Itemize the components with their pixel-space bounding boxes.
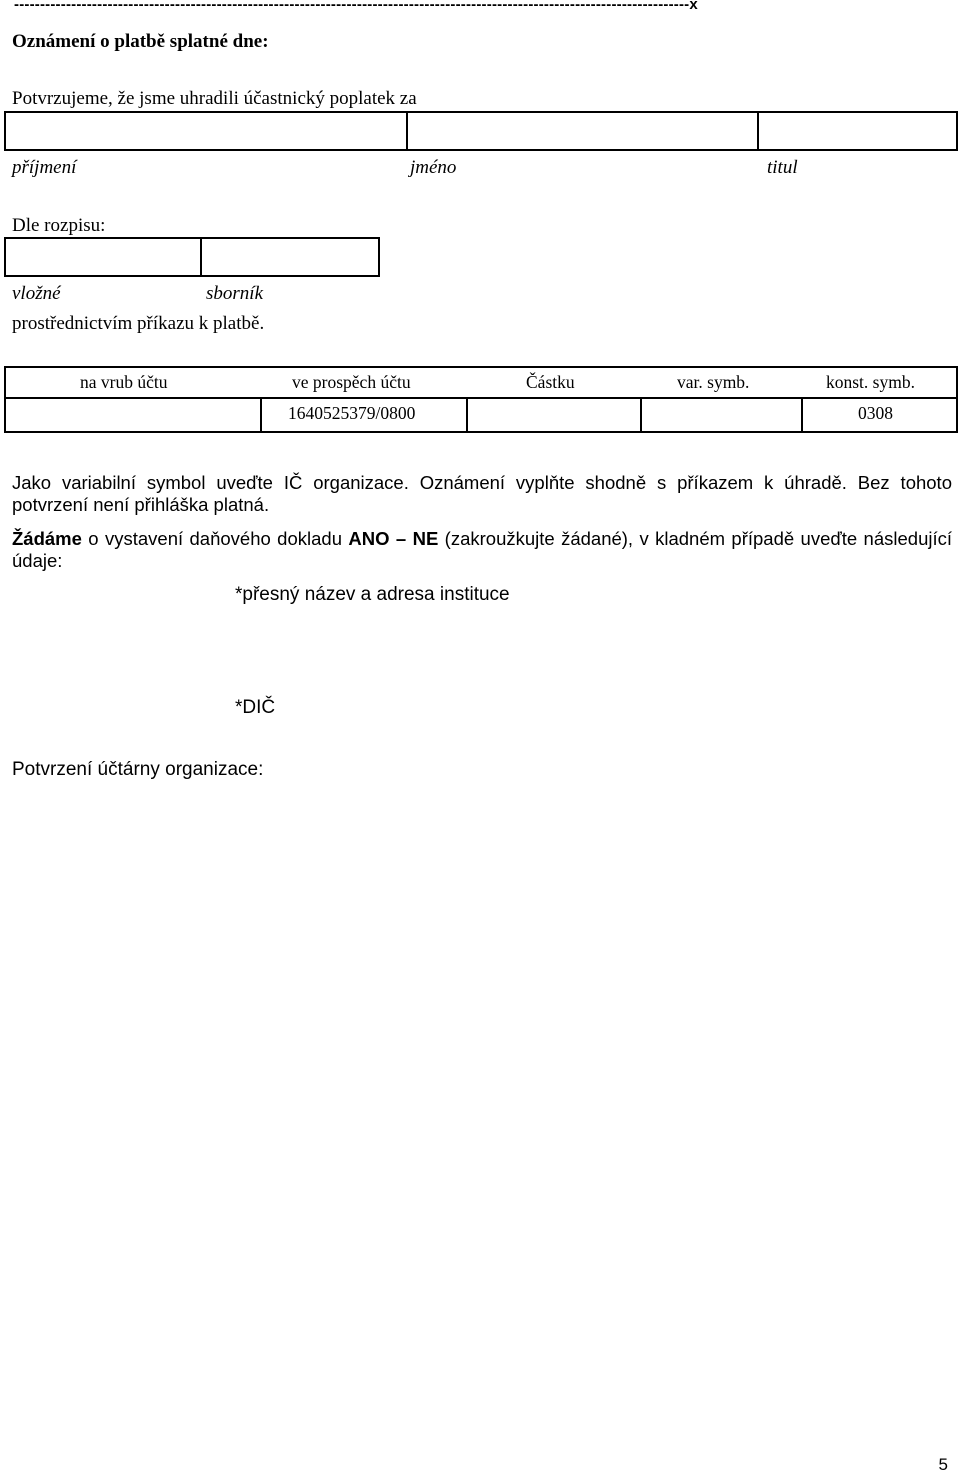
surname-label: příjmení xyxy=(12,157,77,178)
title-label: titul xyxy=(767,157,798,178)
first-name-field[interactable] xyxy=(408,113,757,149)
request-text-part1: o vystavení daňového dokladu xyxy=(81,528,349,549)
cut-line: ----------------------------------------------------------------------------------------------------------------------------------x xyxy=(14,0,698,13)
amount-field[interactable] xyxy=(468,399,640,433)
request-bold-word: Žádáme xyxy=(12,528,82,549)
first-name-label: jméno xyxy=(410,157,457,178)
debit-account-field[interactable] xyxy=(6,399,260,433)
dic-label: *DIČ xyxy=(235,697,276,718)
institution-label: *přesný název a adresa instituce xyxy=(235,584,510,605)
option-ne[interactable]: NE xyxy=(412,528,439,549)
page-number: 5 xyxy=(938,1455,948,1474)
table-col-divider xyxy=(801,397,803,433)
header-debit-account-text: na vrub účtu xyxy=(80,372,168,392)
credit-account-value: 1640525379/0800 xyxy=(288,403,416,423)
via-text: prostřednictvím příkazu k platbě. xyxy=(12,313,265,334)
header-const-symbol-text: konst. symb. xyxy=(826,372,915,392)
header-var-symbol-text: var. symb. xyxy=(677,372,750,392)
breakdown-label: Dle rozpisu: xyxy=(12,215,106,236)
deposit-field[interactable] xyxy=(6,239,200,275)
option-dash: – xyxy=(389,528,413,549)
accounting-confirmation-label: Potvrzení účtárny organizace: xyxy=(12,759,264,780)
instructions-paragraph: Jako variabilní symbol uveďte IČ organizace. Oznámení vyplňte shodně s příkazem k úhradě. Bez tohoto potvrzení není přihláška platná. xyxy=(12,472,952,515)
header-credit-account-text: ve prospěch účtu xyxy=(292,372,411,392)
title-field[interactable] xyxy=(759,113,956,149)
header-amount-text: Částku xyxy=(526,372,575,392)
surname-field[interactable] xyxy=(6,113,406,149)
page-title: Oznámení o platbě splatné dne: xyxy=(12,31,269,52)
confirm-text: Potvrzujeme, že jsme uhradili účastnický poplatek za xyxy=(12,88,417,109)
var-symbol-field[interactable] xyxy=(642,399,801,433)
proceedings-field[interactable] xyxy=(202,239,378,275)
invoice-request-paragraph xyxy=(12,528,952,572)
deposit-label: vložné xyxy=(12,283,61,304)
option-ano[interactable]: ANO xyxy=(348,528,390,549)
const-symbol-value: 0308 xyxy=(858,403,893,423)
table-col-divider xyxy=(260,397,262,433)
proceedings-label: sborník xyxy=(206,283,263,304)
request-text-part2: (zakroužkujte žádané), v kladném případě uveďte následující údaje: xyxy=(12,528,952,571)
